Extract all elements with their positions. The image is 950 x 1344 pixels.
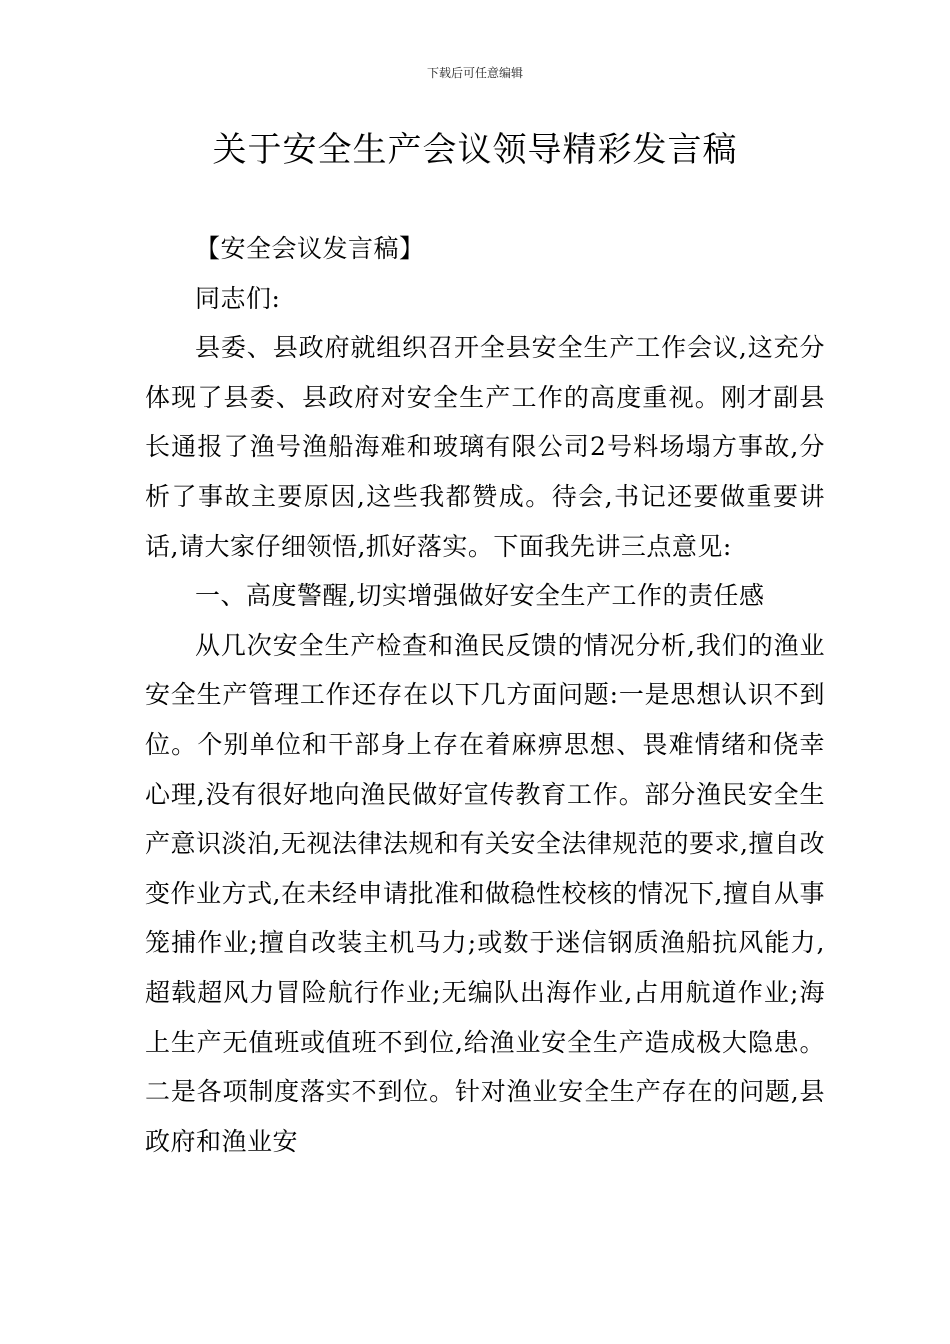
document-title: 关于安全生产会议领导精彩发言稿 xyxy=(212,130,738,170)
header-note: 下载后可任意编辑 xyxy=(426,66,523,80)
document-body xyxy=(145,224,825,1166)
paragraph-salutation: 同志们: xyxy=(195,283,281,313)
paragraph-heading-one: 一、高度警醒,切实增强做好安全生产工作的责任感 xyxy=(195,581,765,611)
paragraph-problems: 从几次安全生产检查和渔民反馈的情况分析,我们的渔业安全生产管理工作还存在以下几方面问题:一是思想认识不到位。个别单位和干部身上存在着麻痹思想、畏难情绪和侥幸心理,没有很好地向渔民做好宣传教育工作。部分渔民安全生产意识淡泊,无视法律法规和有关安全法律规范的要求,擅自改变作业方式,在未经申请批准和做稳性校核的情况下,擅自从事笼捕作业;擅自改装主机马力;或数于迷信钢质渔船抗风能力,超载超风力冒险航行作业;无编队出海作业,占用航道作业;海上生产无值班或值班不到位,给渔业安全生产造成极大隐患。二是各项制度落实不到位。针对渔业安全生产存在的问题,县政府和渔业安 xyxy=(145,630,825,1156)
paragraph-intro: 县委、县政府就组织召开全县安全生产工作会议,这充分体现了县委、县政府对安全生产工作的高度重视。刚才副县长通报了渔号渔船海难和玻璃有限公司2号料场塌方事故,分析了事故主要原因,这些我都赞成。待会,书记还要做重要讲话,请大家仔细领悟,抓好落实。下面我先讲三点意见: xyxy=(145,333,825,561)
paragraph-section-label: 【安全会议发言稿】 xyxy=(195,234,425,263)
